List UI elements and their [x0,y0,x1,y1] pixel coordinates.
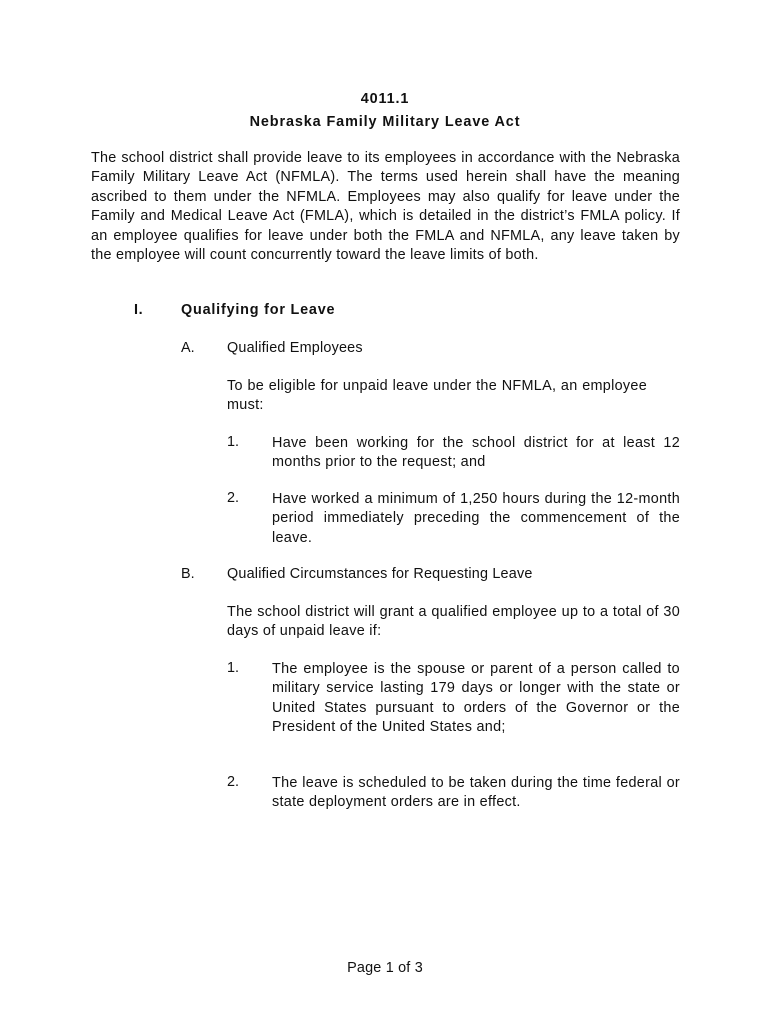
subsection-a-letter: A. [181,340,195,356]
subsection-a-item-1-text: Have been working for the school district for at least 12 months prior to the request; and [272,435,680,471]
subsection-b-item-1-number: 1. [227,660,240,676]
policy-number: 4011.1 [360,91,410,107]
subsection-b-item-2-text: The leave is scheduled to be taken during the time federal or state deployment orders are in effect. [272,775,680,811]
subsection-a-title: Qualified Employees [227,340,363,356]
subsection-b-item-1-text: The employee is the spouse or parent of a person called to military service lasting 179 days or longer with the state or United States pursuant to orders of the Governor or the President of the United States and; [272,661,680,736]
subsection-b-item-2-number: 2. [227,774,240,790]
subsection-a-item-2-text: Have worked a minimum of 1,250 hours during the 12-month period immediately preceding the commencement of the leave. [272,491,680,546]
page-number: Page 1 of 3 [347,960,423,976]
subsection-b-paragraph: The school district will grant a qualified employee up to a total of 30 days of unpaid leave if: [227,604,680,640]
subsection-a-paragraph: To be eligible for unpaid leave under the NFMLA, an employee must: [227,378,647,414]
policy-title: Nebraska Family Military Leave Act [249,114,521,130]
subsection-a-item-2-number: 2. [227,490,240,506]
section-numeral: I. [134,302,144,318]
intro-paragraph: The school district shall provide leave to its employees in accordance with the Nebraska Family Military Leave Act (NFMLA). The terms used herein shall have the meaning ascribed to them under the NFMLA. Employees may also qualify for leave under the Family and Medical Leave Act (FMLA), which is detailed in the district’s FMLA policy. If an employee qualifies for leave under both the FMLA and NFMLA, any leave taken by the employee will count concurrently toward the leave limits of both. [91,150,680,264]
section-title: Qualifying for Leave [181,302,336,318]
subsection-b-letter: B. [181,566,195,582]
subsection-a-item-1-number: 1. [227,434,240,450]
subsection-b-title: Qualified Circumstances for Requesting Leave [227,566,533,582]
